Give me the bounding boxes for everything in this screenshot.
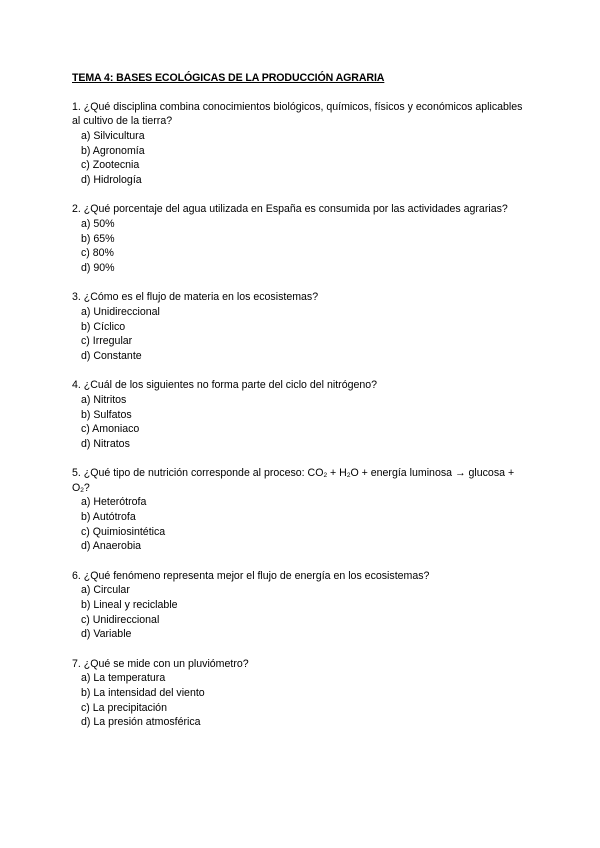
question-text: 6. ¿Qué fenómeno representa mejor el flujo de energía en los ecosistemas? <box>72 569 430 582</box>
option-a: a) Heterótrofa <box>81 496 147 509</box>
option-b: b) Cíclico <box>81 320 126 333</box>
answer-options <box>72 495 552 554</box>
question-7 <box>72 657 552 730</box>
option-b: b) Sulfatos <box>81 408 132 421</box>
question-text-part: ? <box>83 481 90 494</box>
subscript: 2 <box>80 486 84 494</box>
question-text: 3. ¿Cómo es el flujo de materia en los ecosistemas? <box>72 291 319 304</box>
option-b: b) Lineal y reciclable <box>81 599 178 612</box>
option-a: a) Nitritos <box>81 393 127 406</box>
question-3 <box>72 290 552 363</box>
option-d: d) Nitratos <box>81 437 130 450</box>
option-c: c) Zootecnia <box>81 159 140 172</box>
question-1 <box>72 100 552 188</box>
question-text-part: + H <box>327 467 347 480</box>
option-d: d) Constante <box>81 349 142 362</box>
subscript: 2 <box>346 472 351 480</box>
document-page <box>72 71 552 745</box>
question-text: 1. ¿Qué disciplina combina conocimientos biológicos, químicos, físicos y económicos aplicables al cultivo de la tierra? <box>72 100 523 128</box>
option-a: a) Circular <box>81 584 130 597</box>
question-2 <box>72 202 552 275</box>
answer-options <box>72 583 552 642</box>
question-4 <box>72 378 552 451</box>
question-text: 2. ¿Qué porcentaje del agua utilizada en España es consumida por las actividades agrarias? <box>72 203 508 216</box>
question-text <box>72 466 532 495</box>
option-c: c) 80% <box>81 247 114 260</box>
option-a: a) La temperatura <box>81 672 166 685</box>
answer-options <box>72 671 552 730</box>
option-c: c) La precipitación <box>81 701 167 714</box>
option-b: b) La intensidad del viento <box>81 686 205 699</box>
question-text-part: 5. ¿Qué tipo de nutrición corresponde al proceso: CO <box>72 467 324 480</box>
question-text-part: O + energía luminosa → glucosa + O <box>72 467 515 494</box>
option-a: a) Silvicultura <box>81 130 145 143</box>
option-d: d) Variable <box>81 628 132 641</box>
answer-options <box>72 393 552 452</box>
option-c: c) Amoniaco <box>81 423 140 436</box>
option-c: c) Quimiosintética <box>81 525 166 538</box>
subscript: 2 <box>323 472 328 480</box>
option-c: c) Irregular <box>81 335 133 348</box>
answer-options <box>72 305 552 364</box>
question-6 <box>72 569 552 642</box>
option-a: a) 50% <box>81 218 115 231</box>
spacer <box>72 86 552 100</box>
option-d: d) La presión atmosférica <box>81 716 201 729</box>
option-c: c) Unidireccional <box>81 613 160 626</box>
option-a: a) Unidireccional <box>81 305 160 318</box>
option-b: b) 65% <box>81 232 115 245</box>
answer-options <box>72 129 552 188</box>
option-b: b) Autótrofa <box>81 511 136 524</box>
question-text: 4. ¿Cuál de los siguientes no forma parte del ciclo del nitrógeno? <box>72 379 378 392</box>
document-title: TEMA 4: BASES ECOLÓGICAS DE LA PRODUCCIÓN AGRARIA <box>72 72 385 84</box>
option-d: d) 90% <box>81 262 115 275</box>
answer-options <box>72 217 552 276</box>
option-d: d) Anaerobia <box>81 540 142 553</box>
question-text: 7. ¿Qué se mide con un pluviómetro? <box>72 657 249 670</box>
question-5 <box>72 466 552 554</box>
option-b: b) Agronomía <box>81 144 145 157</box>
option-d: d) Hidrología <box>81 174 142 187</box>
